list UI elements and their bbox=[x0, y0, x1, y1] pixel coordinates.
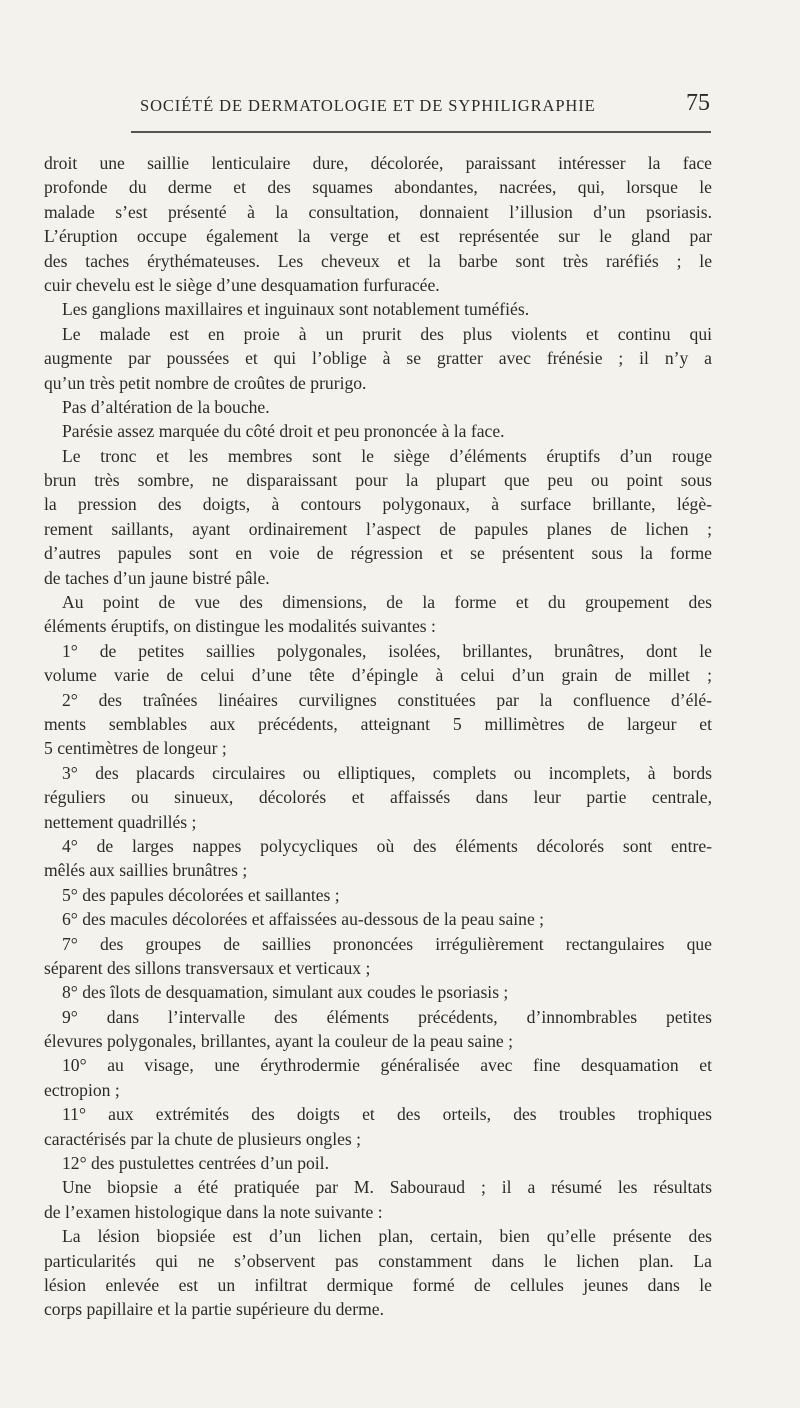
text-line: nettement quadrillés ; bbox=[44, 811, 197, 832]
text-line: 5° des papules décolorées et saillantes ; bbox=[62, 884, 340, 905]
text-line: 9° dans l’intervalle des éléments précédents, d’innombrables petites bbox=[62, 1006, 712, 1027]
text-line: corps papillaire et la partie supérieure du derme. bbox=[44, 1299, 384, 1320]
text-line: droit une saillie lenticulaire dure, décolorée, paraissant intéresser la face bbox=[44, 153, 712, 173]
text-line: caractérisés par la chute de plusieurs ongles ; bbox=[44, 1128, 362, 1149]
text-line: 12° des pustulettes centrées d’un poil. bbox=[62, 1153, 329, 1174]
text-line: des taches érythémateuses. Les cheveux et la barbe sont très raréfiés ; le bbox=[44, 250, 712, 271]
text-line: mêlés aux saillies brunâtres ; bbox=[44, 860, 248, 881]
text-line: rement saillants, ayant ordinairement l’aspect de papules planes de lichen ; bbox=[44, 518, 712, 539]
text-line: éléments éruptifs, on distingue les modalités suivantes : bbox=[44, 616, 436, 637]
text-line: cuir chevelu est le siège d’une desquamation furfuracée. bbox=[44, 274, 440, 295]
text-line: 3° des placards circulaires ou elliptiques, complets ou incomplets, à bords bbox=[62, 762, 712, 783]
text-line: élevures polygonales, brillantes, ayant la couleur de la peau saine ; bbox=[44, 1031, 513, 1052]
text-line: malade s’est présenté à la consultation, donnaient l’illusion d’un psoriasis. bbox=[44, 201, 712, 222]
text-line: Le malade est en proie à un prurit des plus violents et continu qui bbox=[62, 323, 712, 344]
text-line: 11° aux extrémités des doigts et des orteils, des troubles trophiques bbox=[62, 1104, 712, 1125]
text-line: L’éruption occupe également la verge et est représentée sur le gland par bbox=[44, 226, 712, 247]
text-line: brun très sombre, ne disparaissant pour la plupart que peu ou point sous bbox=[44, 470, 712, 491]
text-line: Au point de vue des dimensions, de la forme et du groupement des bbox=[62, 592, 712, 613]
text-line: 10° au visage, une érythrodermie généralisée avec fine desquamation et bbox=[62, 1055, 712, 1076]
text-line: 5 centimètres de longeur ; bbox=[44, 738, 227, 759]
header-title: SOCIÉTÉ DE DERMATOLOGIE ET DE SYPHILIGRAPHIE bbox=[140, 96, 596, 115]
header-rule bbox=[131, 131, 711, 133]
text-line: Parésie assez marquée du côté droit et peu prononcée à la face. bbox=[62, 421, 505, 442]
text-line: Une biopsie a été pratiquée par M. Sabouraud ; il a résumé les résultats bbox=[62, 1177, 712, 1198]
text-line: volume varie de celui d’une tête d’épingle à celui d’un grain de millet ; bbox=[44, 665, 712, 686]
text-line: 1° de petites saillies polygonales, isolées, brillantes, brunâtres, dont le bbox=[62, 640, 712, 661]
page-number: 75 bbox=[686, 90, 710, 116]
text-line: augmente par poussées et qui l’oblige à se gratter avec frénésie ; il n’y a bbox=[44, 348, 712, 369]
body-text bbox=[44, 151, 712, 1322]
text-line: 6° des macules décolorées et affaissées au-dessous de la peau saine ; bbox=[62, 909, 545, 930]
text-line: séparent des sillons transversaux et verticaux ; bbox=[44, 957, 371, 978]
text-line: particularités qui ne s’observent pas constamment dans le lichen plan. La bbox=[44, 1250, 712, 1271]
text-line: La lésion biopsiée est d’un lichen plan, certain, bien qu’elle présente des bbox=[62, 1226, 712, 1247]
text-line: 8° des îlots de desquamation, simulant aux coudes le psoriasis ; bbox=[62, 982, 509, 1003]
text-line: qu’un très petit nombre de croûtes de prurigo. bbox=[44, 372, 367, 393]
text-line: la pression des doigts, à contours polygonaux, à surface brillante, légè- bbox=[44, 494, 712, 515]
text-line: Les ganglions maxillaires et inguinaux sont notablement tuméfiés. bbox=[62, 299, 530, 320]
running-header bbox=[140, 90, 712, 120]
text-line: d’autres papules sont en voie de régression et se présentent sous la forme bbox=[44, 543, 712, 564]
text-line: lésion enlevée est un infiltrat dermique formé de cellules jeunes dans le bbox=[44, 1274, 712, 1295]
text-line: ectropion ; bbox=[44, 1079, 120, 1100]
text-line: profonde du derme et des squames abondantes, nacrées, qui, lorsque le bbox=[44, 177, 712, 198]
text-line: ments semblables aux précédents, atteignant 5 millimètres de largeur et bbox=[44, 713, 712, 734]
text-line: 2° des traînées linéaires curvilignes constituées par la confluence d’élé- bbox=[62, 689, 712, 710]
text-line: Pas d’altération de la bouche. bbox=[62, 396, 270, 417]
text-line: Le tronc et les membres sont le siège d’éléments éruptifs d’un rouge bbox=[62, 445, 712, 466]
text-line: 7° des groupes de saillies prononcées irrégulièrement rectangulaires que bbox=[62, 933, 712, 954]
text-line: de l’examen histologique dans la note suivante : bbox=[44, 1201, 383, 1222]
text-line: de taches d’un jaune bistré pâle. bbox=[44, 567, 270, 588]
text-line: 4° de larges nappes polycycliques où des éléments décolorés sont entre- bbox=[62, 835, 712, 856]
text-line: réguliers ou sinueux, décolorés et affaissés dans leur partie centrale, bbox=[44, 787, 712, 808]
